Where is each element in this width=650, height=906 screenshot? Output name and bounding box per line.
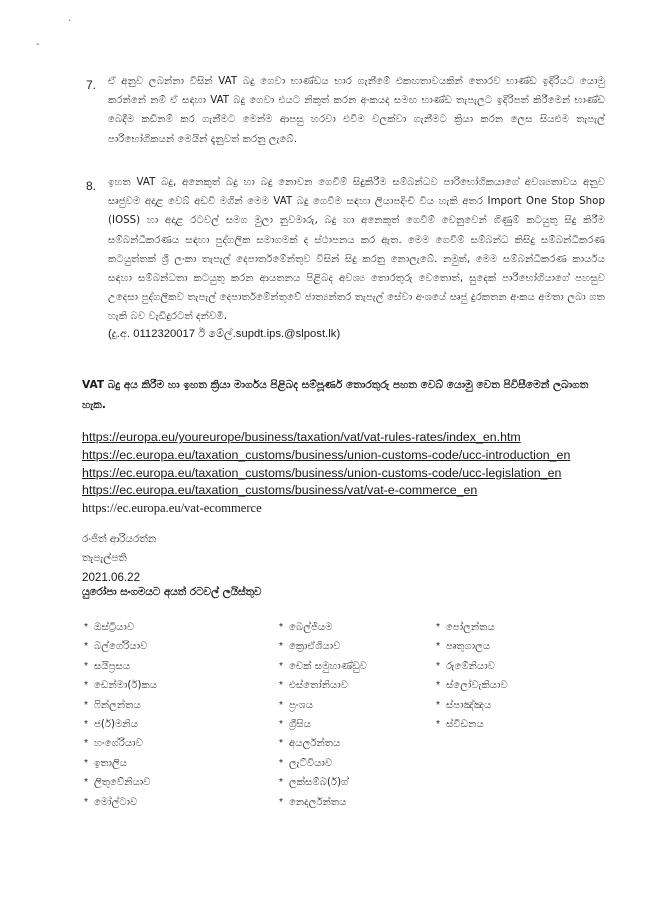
list-item: * ඉතාලිය: [84, 757, 128, 769]
item-8-number: 8.: [86, 179, 97, 193]
reference-link[interactable]: https://ec.europa.eu/vat-ecommerce: [82, 501, 262, 516]
signature-date: 2021.06.22: [82, 571, 141, 584]
list-item: * ස්පාඤ්ඤය: [436, 699, 492, 711]
reference-link[interactable]: https://ec.europa.eu/taxation_customs/business/union-customs-code/ucc-introduction_en: [82, 447, 571, 462]
signatory-name: රංජිත් ආරියරත්න: [82, 533, 157, 545]
list-item: * ලැට්වියාව: [279, 757, 333, 769]
list-item: * ඩෙන්මා(ර්)කය: [84, 680, 158, 692]
list-item: * බෙල්ජියම: [279, 622, 333, 633]
list-item: * ජ(ර්)මනිය: [84, 719, 138, 731]
reference-link[interactable]: https://ec.europa.eu/taxation_customs/business/union-customs-code/ucc-legislation_en: [82, 465, 562, 480]
list-item: * ප්‍රංශය: [279, 699, 314, 711]
reference-link[interactable]: https://europa.eu/youreurope/business/taxation/vat/vat-rules-rates/index_en.htm: [82, 430, 521, 444]
item-8-text: ඉහත VAT බදු, අනෙකුත් බදු හා බදු නොවන ගෙවීම් සිදුකිරීම සම්බන්ධව පාරිභෝගිකයාගේ අවශ්‍යතාවය අනුව සෘජුවම අදාළ වෙබ් අඩවි මගින් මෙම VAT බදු ගෙවීම සඳහා ලියාපදිංචි විය හැකි අතර Import One Stop Shop (IOSS) හා අදාළ රටවල් සමග මුලා නුවමාරු, බදු හා අනෙකුත් ගෙවීම් වෙනුවෙන් ගිණුම් කටයුතු සිදු කිරීම සම්බන්ධීකරණය සඳහා පුද්ගලික සමාගමක් ද ස්ථාපනය කර ඇත. මෙම ගෙවීම් සම්බන්ධ කිසිදු සම්බන්ධීකරණ කටයුත්තක් ශ්‍රී ලංකා තැපැල් දෙපාර්තමේන්තුව විසින් සිදු කරනු නොලැබේ. නමුත්, මෙම සම්බන්ධීකරණ කාර්යය සඳහා සම්බන්ධතා කටයුතු කරන ආයතනය පිළිබද අවශ්‍ය තොරතුරු වෙතොත්, සුදෙක් පාරිභෝගියාගේ පහසුව උදෙසා පුද්ගලිකව තැපැල් දෙපාර්තමේන්තුවේ ජාත්‍යන්තර තැපැල් සේවා අංශයේ සෘජු දුරකතන අංකය අමතා ලබා ගත හැකි බව වැඩිදුරටත් දන්වමි.: [108, 177, 605, 323]
eu-list-title: යුරෝපා සංගමයට අයත් රටවල් ලයිස්තුව: [82, 586, 262, 598]
list-item: * ඔස්ට්‍රියාව: [84, 622, 135, 633]
scan-mark-dot: .: [68, 13, 72, 24]
reference-links: [82, 429, 622, 518]
country-column-3: [436, 618, 508, 734]
list-item: * ස්වීඩනය: [436, 719, 484, 731]
reference-link[interactable]: https://ec.europa.eu/taxation_customs/business/vat/vat-e-commerce_en: [82, 483, 478, 498]
list-item: * පෘතුගාලය: [436, 641, 491, 653]
signature-block: [82, 530, 156, 587]
list-item: * මෝල්ටාව: [84, 796, 138, 808]
list-item: * හංගේරියාව: [84, 738, 143, 750]
list-item: * ලිතුවේනියාව: [84, 777, 151, 789]
scan-mark-dash: -: [36, 39, 40, 50]
country-column-1: [84, 618, 157, 812]
list-item: * ග්‍රීසිය: [279, 719, 311, 731]
item-7-number: 7.: [86, 78, 97, 92]
list-item: * ෆින්ලන්තය: [84, 699, 141, 711]
list-item: * ස්ලෝවැකියාව: [436, 680, 508, 692]
list-item: * පෝලන්තය: [436, 622, 495, 633]
info-heading: VAT බදු අය කිරීම හා ඉහත ක්‍රියා මාර්ගය පිළිබද සම්පූර්ණ තොරතුරු පහත වෙබ් යොමු වෙත පිවිසීමෙන් ලබාගත හැක.: [82, 379, 589, 411]
country-column-2: [279, 618, 367, 812]
item-7-text: ඒ අනුව ලබන්නා විසින් VAT බදු ගෙවා භාණ්ඩය භාර ගැනීමේ එකඟතාවයකින් තොරව භාණ්ඩ ඉදිරියට යොමු කරන්නේ නම් ඒ සඳහා VAT බදු ගෙවා එයට නිකුත් කරන අංකයද සමඟ භාණ්ඩ තැපැලට ඉදිරිපත් කිරීමෙන් භාණ්ඩ බෙදීම කඩිනම් කර ගැනීමට මෙන්ම ආපසු හරවා එවීම වලක්වා ගැනීමට ක්‍රියා කරන ලෙස සියළුම තැපැල් පාරිභෝගිකයන් මෙයින් දැනුවත් කරනු ලැබේ.: [108, 76, 605, 145]
list-item: * නෙදර්ලන්තය: [279, 796, 347, 808]
list-item: * චෙක් සමුහාණ්ඩුව: [279, 660, 368, 672]
list-item: * බල්ගේරියාව: [84, 641, 148, 653]
list-item: * ක්‍රොඒශියාව: [279, 641, 341, 653]
item-8-contact: (දු.අ. 0112320017 ඊ මේල්.supdt.ips.@slpost.lk): [108, 328, 341, 340]
list-item: * ලක්සම්බ(ර්)ග්: [279, 777, 349, 789]
list-item: * අයර්ලන්තය: [279, 738, 341, 750]
signatory-title: තැපැල්පති: [82, 552, 127, 564]
list-item: * සයිප්‍රසය: [84, 660, 131, 672]
list-item: * එස්තෝනියාව: [279, 680, 349, 692]
list-item: * රුමේනියාව: [436, 660, 496, 672]
